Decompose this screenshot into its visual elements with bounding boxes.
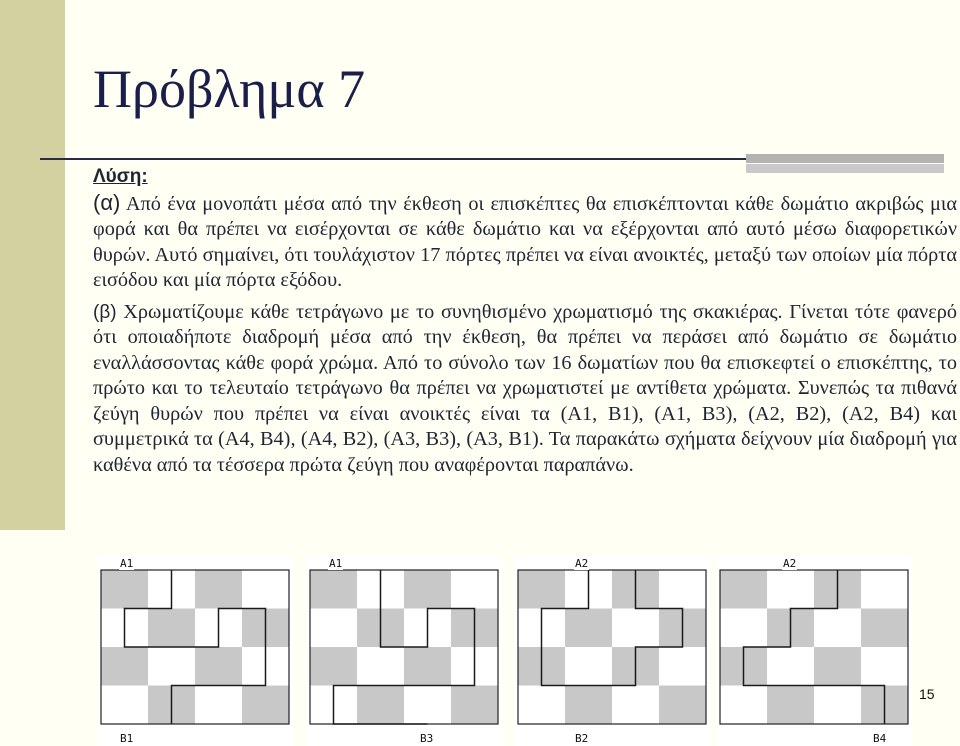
board-square xyxy=(242,686,289,725)
board-square xyxy=(357,647,404,686)
board-square xyxy=(310,609,357,648)
part-b-label: (β) xyxy=(93,301,117,323)
board-square xyxy=(518,570,565,609)
board-square xyxy=(767,647,814,686)
board-square xyxy=(659,647,706,686)
part-a-label: (α) xyxy=(93,189,121,215)
board-square xyxy=(148,647,195,686)
board-square xyxy=(518,686,565,725)
figure-path-2 xyxy=(306,556,502,746)
solution-heading: Λύση: xyxy=(93,166,148,187)
part-a-text: Από ένα μονοπάτι μέσα από την έκθεση οι επισκέπτες θα επισκέπτονται κάθε δωμάτιο ακριβώς μια φορά και θα πρέπει να εισέρχονται σε κάθε δωμάτιο και να εξέρχονται από αυτό μέσω διαφορετικών θυρών. Αυτό σημαίνει, ότι τουλάχιστον 17 πόρτες πρέπει να είναι ανοικτές, μεταξύ των οποίων μία πόρτα εισόδου και μία πόρτα εξόδου. xyxy=(93,192,957,291)
board-square xyxy=(148,609,195,648)
board-square xyxy=(814,686,861,725)
figure-2-bottom-label: B3 xyxy=(420,732,434,745)
figure-4-bottom-label: B4 xyxy=(873,732,887,745)
board-square xyxy=(451,686,498,725)
board-square xyxy=(101,570,148,609)
board-square xyxy=(195,647,242,686)
figure-4-top-label: A2 xyxy=(783,557,797,570)
board-square xyxy=(310,570,357,609)
figure-path-1 xyxy=(97,556,293,746)
slide-title: Πρόβλημα 7 xyxy=(93,59,366,119)
part-b-text: Χρωματίζουμε κάθε τετράγωνο με το συνηθισμένο χρωματισμό της σκακιέρας. Γίνεται τότε φανερό ότι οποιαδήποτε διαδρομή μέσα από την έκθεση, θα πρέπει να περάσει από δωμάτιο σε δωμάτιο εναλλάσσοντας κάθε φορά χρώμα. Από το σύνολο των 16 δωματίων που θα επισκεφτεί ο επισκέπτης, το πρώτο και το τελευταίο τετράγωνο θα πρέπει να χρωματιστεί με αντίθετα χρώματα. Συνεπώς τα πιθανά ζεύγη θυρών που πρέπει να είναι ανοικτές είναι τα (Α1, Β1), (Α1, Β3), (Α2, Β2), (Α2, Β4) και συμμετρικά τα (Α4, Β4), (Α4, Β2), (Α3, Β3), (Α3, Β1). Τα παρακάτω σχήματα δείχνουν μία διαδρομή για καθένα από τα τέσσερα πρώτα ζεύγη που αναφέρονται παραπάνω. xyxy=(93,300,957,476)
figure-1-top-label: A1 xyxy=(120,557,134,570)
board-square xyxy=(101,686,148,725)
board-square xyxy=(565,686,612,725)
divider-decoration xyxy=(746,154,944,163)
board-square xyxy=(659,570,706,609)
board-square xyxy=(720,570,767,609)
figure-3-bottom-label: B2 xyxy=(575,732,589,745)
board-square xyxy=(767,570,814,609)
figure-1-bottom-label: B1 xyxy=(120,732,134,745)
board-square xyxy=(861,647,908,686)
figure-2-top-label: A1 xyxy=(329,557,343,570)
board-square xyxy=(451,570,498,609)
board-square xyxy=(861,570,908,609)
board-square xyxy=(404,686,451,725)
board-square xyxy=(612,609,659,648)
board-square xyxy=(101,647,148,686)
board-square xyxy=(612,686,659,725)
board-square xyxy=(310,647,357,686)
board-square xyxy=(404,570,451,609)
board-square xyxy=(720,686,767,725)
board-square xyxy=(357,686,404,725)
board-square xyxy=(242,570,289,609)
board-square xyxy=(814,647,861,686)
left-accent-bar-lower xyxy=(0,530,65,746)
figure-path-4 xyxy=(716,556,912,746)
board-square xyxy=(565,647,612,686)
board-square xyxy=(861,609,908,648)
figure-path-3 xyxy=(514,556,710,746)
figure-3-top-label: A2 xyxy=(575,557,589,570)
board-square xyxy=(720,609,767,648)
board-square xyxy=(195,570,242,609)
left-accent-bar xyxy=(0,0,65,530)
board-square xyxy=(565,609,612,648)
board-square xyxy=(767,686,814,725)
board-square xyxy=(659,686,706,725)
page-number: 15 xyxy=(919,686,935,702)
board-square xyxy=(195,686,242,725)
board-square xyxy=(814,609,861,648)
solution-text xyxy=(93,164,957,478)
board-square xyxy=(404,647,451,686)
